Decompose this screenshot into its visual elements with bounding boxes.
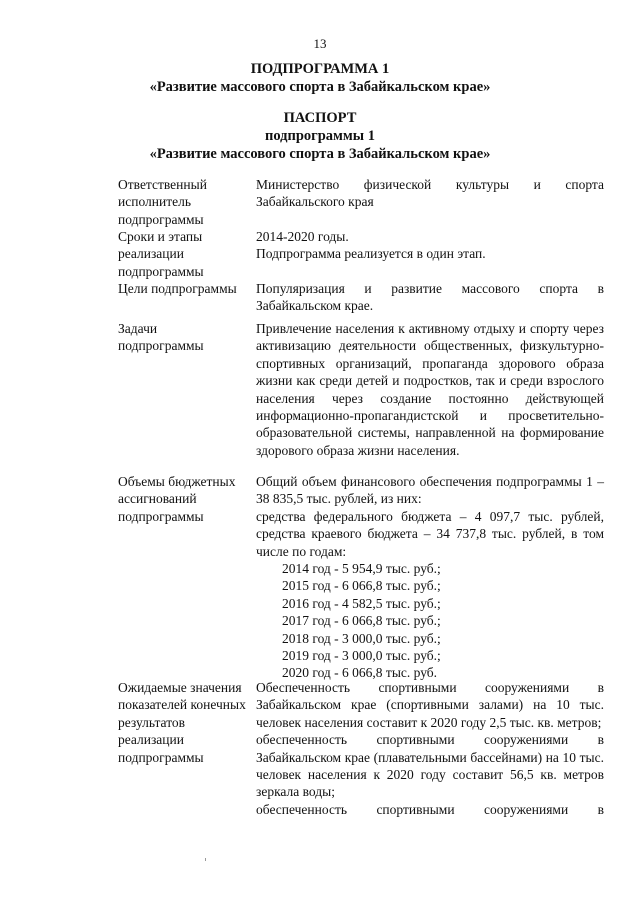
- terms-line-2: Подпрограмма реализуется в один этап.: [256, 246, 486, 262]
- results-item-2: обеспеченность спортивными сооружениями в Забайкальском крае (плавательными бассейнами) на 10 тыс. человек населения к 2020 году составит 56,5 кв. метров зеркала воды;: [256, 732, 604, 800]
- page-number: 13: [313, 36, 327, 51]
- value-terms: [256, 228, 604, 263]
- budget-regional: средства краевого бюджета – 34 737,8 тыс. рублей, в том числе по годам:: [256, 526, 604, 559]
- budget-year-item: 2015 год - 6 066,8 тыс. руб.;: [282, 578, 441, 594]
- value-budget: [256, 473, 604, 682]
- budget-year-item: 2016 год - 4 582,5 тыс. руб.;: [282, 595, 441, 611]
- value-goals: [256, 280, 604, 315]
- budget-intro: Общий объем финансового обеспечения подпрограммы 1 – 38 835,5 тыс. рублей, из них:: [256, 474, 604, 507]
- budget-years-list: [256, 560, 604, 682]
- goals-text: Популяризация и развитие массового спорта в Забайкальском крае.: [256, 281, 604, 314]
- value-tasks: [256, 320, 604, 459]
- label-terms: Сроки и этапы реализации подпрограммы: [118, 229, 204, 279]
- terms-line-1: 2014-2020 годы.: [256, 229, 349, 244]
- scan-mark: [205, 858, 206, 861]
- passport-heading: ПАСПОРТ: [283, 110, 357, 126]
- value-results: [256, 679, 604, 818]
- subprogram-title: «Развитие массового спорта в Забайкальском крае»: [149, 79, 491, 95]
- value-executor: [256, 176, 604, 211]
- budget-federal: средства федерального бюджета – 4 097,7 тыс. рублей,: [256, 508, 604, 524]
- label-goals: Цели подпрограммы: [118, 281, 237, 296]
- budget-year-item: 2018 год - 3 000,0 тыс. руб.;: [282, 630, 441, 646]
- tasks-text: Привлечение населения к активному отдыху и спорту через активизацию деятельности общественных, физкультурно-спортивных организаций, пропаганда здорового образа жизни как среди детей и подростков, так и среди взрослого населения через создание постоянно действующей информационно-пропагандистской и просветительно-образовательной системы, направленной на формирование здорового образа жизни населения.: [256, 321, 604, 458]
- passport-subheading: подпрограммы 1: [264, 128, 376, 144]
- passport-title: «Развитие массового спорта в Забайкальском крае»: [149, 146, 491, 162]
- executor-text: Министерство физической культуры и спорта Забайкальского края: [256, 177, 604, 210]
- label-budget: Объемы бюджетных ассигнований подпрограммы: [118, 474, 236, 524]
- budget-year-item: 2014 год - 5 954,9 тыс. руб.;: [282, 561, 441, 577]
- results-item-1: Обеспеченность спортивными сооружениями в Забайкальском крае (спортивными залами) на 10 тыс. человек населения составит к 2020 году 2,5 тыс. кв. метров;: [256, 680, 604, 730]
- budget-year-item: 2019 год - 3 000,0 тыс. руб.;: [282, 648, 441, 664]
- label-tasks: Задачи подпрограммы: [118, 321, 204, 354]
- label-executor: Ответственный исполнитель подпрограммы: [118, 177, 207, 227]
- budget-year-item: 2017 год - 6 066,8 тыс. руб.;: [282, 613, 441, 629]
- budget-year-item: 2020 год - 6 066,8 тыс. руб.: [282, 665, 438, 681]
- results-item-3: обеспеченность спортивными сооружениями в: [256, 801, 604, 817]
- label-results: Ожидаемые значения показателей конечных результатов реализации подпрограммы: [118, 680, 246, 765]
- subprogram-heading: ПОДПРОГРАММА 1: [250, 61, 390, 77]
